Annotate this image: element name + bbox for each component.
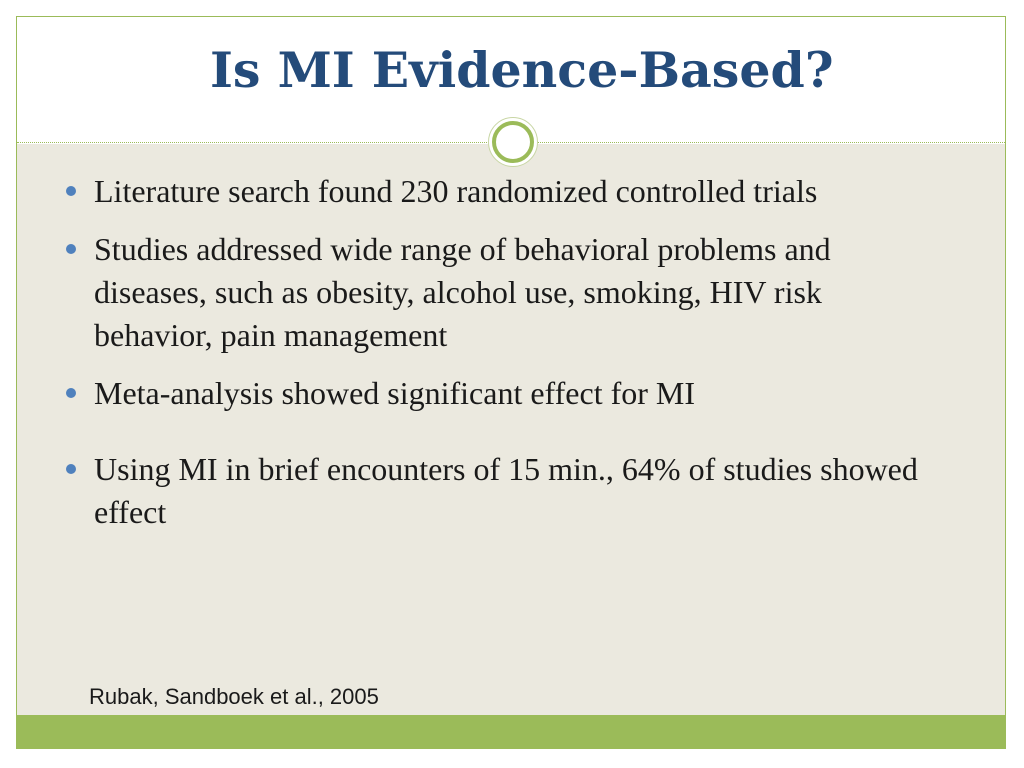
circle-ornament-ring-icon xyxy=(492,121,534,163)
bullet-dot-icon xyxy=(66,186,76,196)
bullet-text: Using MI in brief encounters of 15 min., 64% of studies showed effect xyxy=(94,451,918,530)
bullet-text: Meta-analysis showed significant effect for MI xyxy=(94,375,695,411)
bullet-item xyxy=(62,448,942,534)
bullet-item xyxy=(62,228,942,357)
bullet-item xyxy=(62,170,942,213)
bullet-dot-icon xyxy=(66,464,76,474)
bullet-dot-icon xyxy=(66,388,76,398)
footer-band xyxy=(17,715,1005,748)
bullet-dot-icon xyxy=(66,244,76,254)
bullet-text: Studies addressed wide range of behavioral problems and diseases, such as obesity, alcohol use, smoking, HIV risk behavior, pain management xyxy=(94,231,831,353)
slide-title: Is MI Evidence-Based? xyxy=(210,41,834,99)
bullet-text: Literature search found 230 randomized controlled trials xyxy=(94,173,818,209)
bullet-list xyxy=(62,170,942,549)
citation: Rubak, Sandboek et al., 2005 xyxy=(89,684,379,709)
bullet-item xyxy=(62,372,942,415)
